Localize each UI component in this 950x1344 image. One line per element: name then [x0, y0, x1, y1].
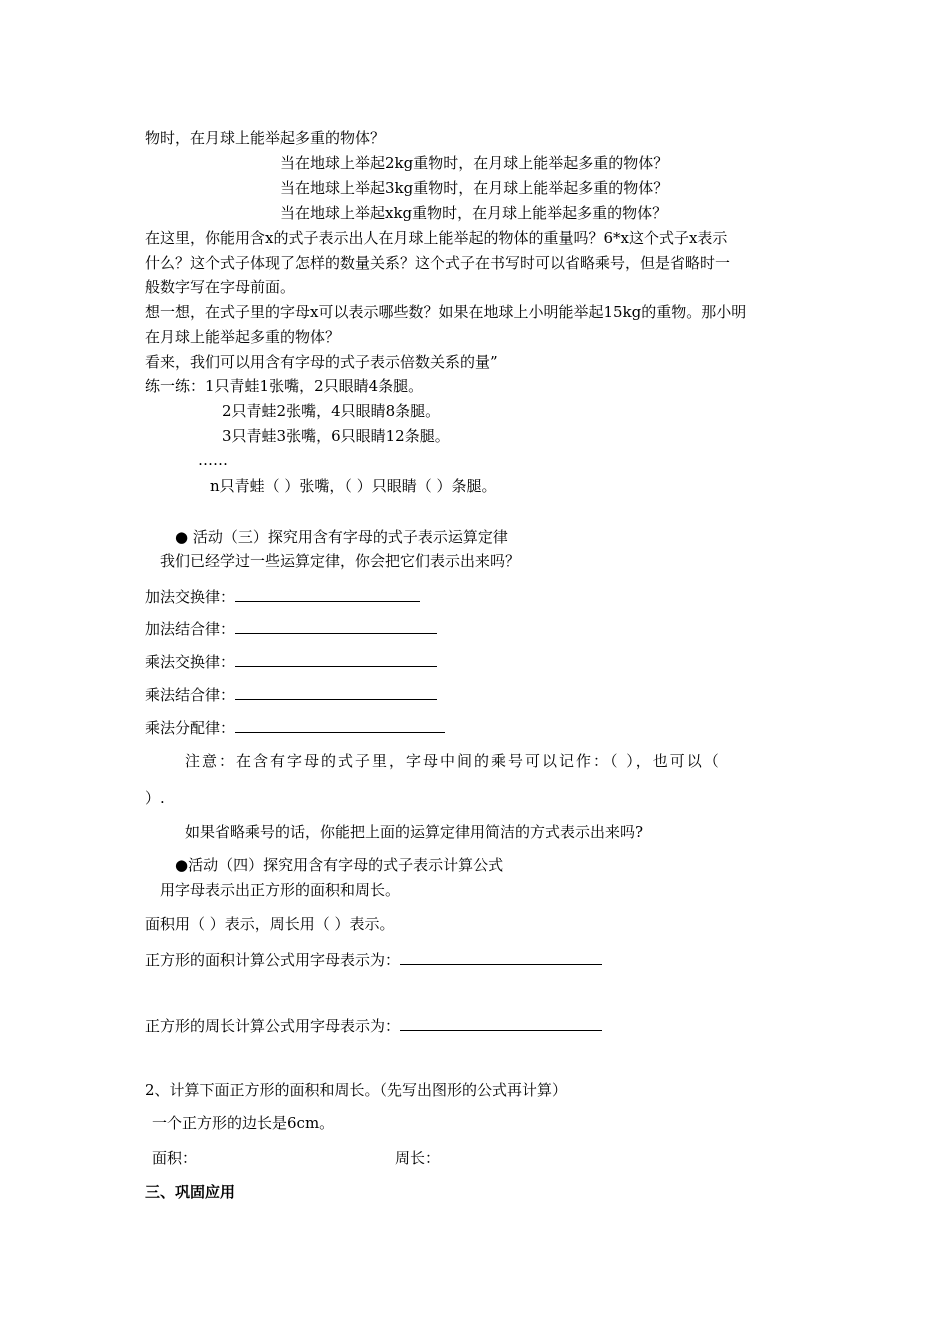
conclusion-line: 看来，我们可以用含有字母的式子表示倍数关系的量” [145, 353, 498, 371]
law-label: 乘法结合律： [145, 686, 236, 704]
question-xkg: 当在地球上举起xkg重物时，在月球上能举起多重的物体？ [280, 204, 668, 222]
answer-blank[interactable] [235, 685, 437, 700]
law-row [145, 619, 437, 639]
law-label: 乘法分配律： [145, 719, 236, 737]
activity4-heading: ●活动（四）探究用含有字母的式子表示计算公式 [175, 856, 504, 874]
answer-blank[interactable] [400, 950, 602, 965]
formula-row [145, 950, 602, 970]
answer-blank[interactable] [235, 718, 445, 733]
activity3-question: 如果省略乘号的话，你能把上面的运算定律用简洁的方式表示出来吗? [185, 823, 644, 841]
answer-blank[interactable] [235, 652, 437, 667]
paragraph-line: 想一想，在式子里的字母x可以表示哪些数？如果在地球上小明能举起15kg的重物。那小明 [145, 303, 747, 321]
answer-blank[interactable] [400, 1016, 602, 1031]
area-perimeter-line: 面积用（ ）表示，周长用（ ）表示。 [145, 915, 395, 933]
exercise2-given: 一个正方形的边长是6cm。 [152, 1114, 335, 1132]
question-3kg: 当在地球上举起3kg重物时，在月球上能举起多重的物体？ [280, 179, 669, 197]
answer-blank[interactable] [235, 587, 420, 602]
practice-ellipsis: …… [198, 451, 228, 469]
note-line: ）. [145, 789, 165, 807]
law-row [145, 718, 445, 738]
practice-line: n只青蛙（ ）张嘴，（ ）只眼睛（ ）条腿。 [210, 477, 497, 495]
law-row [145, 652, 437, 672]
activity4-prompt: 用字母表示出正方形的面积和周长。 [160, 881, 401, 899]
question-2kg: 当在地球上举起2kg重物时，在月球上能举起多重的物体？ [280, 154, 669, 172]
paragraph-line: 在这里，你能用含x的式子表示出人在月球上能举起的物体的重量吗？6*x这个式子x表示 [145, 229, 728, 247]
answer-blank[interactable] [235, 619, 437, 634]
formula-label: 正方形的面积计算公式用字母表示为： [145, 951, 401, 969]
formula-label: 正方形的周长计算公式用字母表示为： [145, 1017, 401, 1035]
practice-line: 3只青蛙3张嘴，6只眼睛12条腿。 [222, 427, 450, 445]
activity3-prompt: 我们已经学过一些运算定律，你会把它们表示出来吗？ [160, 552, 521, 570]
paragraph-line: 般数字写在字母前面。 [145, 278, 296, 296]
paragraph-line: 什么？这个式子体现了怎样的数量关系？这个式子在书写时可以省略乘号，但是省略时一 [145, 254, 731, 272]
practice-line: 练一练：1只青蛙1张嘴，2只眼睛4条腿。 [145, 377, 424, 395]
section-heading: 三、巩固应用 [145, 1183, 236, 1201]
exercise2-title: 2、计算下面正方形的面积和周长。（先写出图形的公式再计算） [145, 1081, 568, 1099]
intro-line: 物时，在月球上能举起多重的物体？ [145, 129, 386, 147]
paragraph-line: 在月球上能举起多重的物体？ [145, 328, 341, 346]
law-label: 乘法交换律： [145, 653, 236, 671]
area-label: 面积： [152, 1149, 198, 1167]
perimeter-label: 周长： [395, 1149, 441, 1167]
practice-line: 2只青蛙2张嘴，4只眼睛8条腿。 [222, 402, 441, 420]
law-label: 加法结合律： [145, 620, 236, 638]
law-row [145, 685, 437, 705]
note-line: 注意：在含有字母的式子里，字母中间的乘号可以记作：（ ），也可以（ [185, 752, 721, 770]
formula-row [145, 1016, 602, 1036]
law-label: 加法交换律： [145, 588, 236, 606]
activity3-heading: ● 活动（三）探究用含有字母的式子表示运算定律 [175, 528, 508, 546]
law-row [145, 587, 420, 607]
